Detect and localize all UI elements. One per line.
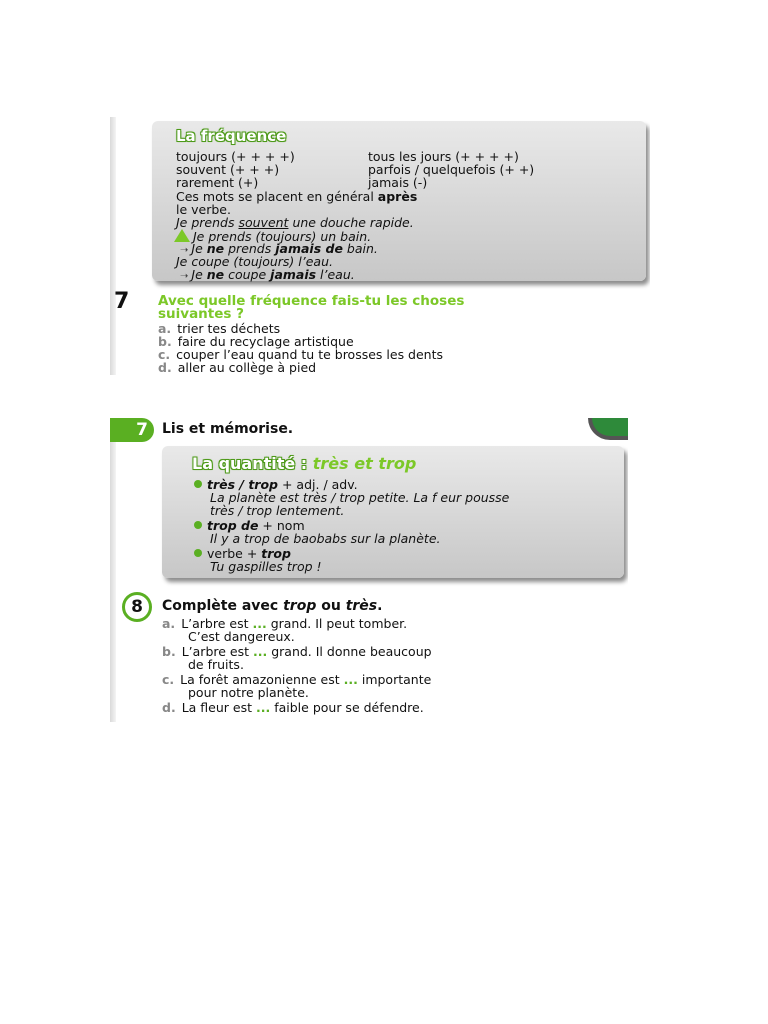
bullet-icon <box>194 549 202 557</box>
rule-bullet: très / trop + adj. / adv. <box>194 478 358 491</box>
instruction-title: Lis et mémorise. <box>162 421 294 437</box>
grammar-box-frequence <box>152 121 646 281</box>
exercise-question: suivantes ? <box>158 306 244 322</box>
exercise-question: Complète avec trop ou très. <box>162 598 383 614</box>
list-item: d. La fleur est ... faible pour se défendre. <box>162 700 424 715</box>
example-line: Il y a trop de baobabs sur la planète. <box>210 531 441 546</box>
page-edge <box>110 117 116 375</box>
arrow-icon: ➝ <box>180 245 189 256</box>
warning-icon <box>174 229 190 242</box>
bullet-icon <box>194 521 202 529</box>
freq-row: tous les jours (+ + + +) <box>368 149 519 164</box>
example-line: Je prends souvent une douche rapide. <box>176 215 414 230</box>
panel-quantite <box>110 418 628 722</box>
exercise-question: Avec quelle fréquence fais-tu les choses <box>158 293 465 309</box>
arrow-icon: ➝ <box>180 271 189 282</box>
example-line: ➝ Je ne coupe jamais l’eau. <box>180 267 355 282</box>
list-item: a. trier tes déchets <box>158 321 281 336</box>
example-line: ➝ Je ne prends jamais de bain. <box>180 241 378 256</box>
rule-bullet: verbe + trop <box>194 547 291 560</box>
freq-row: toujours (+ + + +) <box>176 149 295 164</box>
list-item: a. L’arbre est ... grand. Il peut tomber. <box>162 616 408 631</box>
freq-row: rarement (+) <box>176 175 259 190</box>
list-item: b. L’arbre est ... grand. Il donne beaucoup <box>162 644 432 659</box>
list-item-continuation: de fruits. <box>188 657 244 672</box>
rule-text: Ces mots se placent en général après <box>176 189 418 204</box>
exercise-number: 7 <box>114 289 130 314</box>
panel-frequence <box>110 117 650 375</box>
freq-row: souvent (+ + +) <box>176 162 280 177</box>
rule-text: le verbe. <box>176 202 231 217</box>
example-line: Je coupe (toujours) l’eau. <box>176 254 333 269</box>
example-line: très / trop lentement. <box>210 503 345 518</box>
exercise-badge: 8 <box>122 592 152 622</box>
box-title: La quantité : très et trop <box>192 454 417 473</box>
example-line: Tu gaspilles trop ! <box>210 559 322 574</box>
list-item-continuation: C’est dangereux. <box>188 629 295 644</box>
box-title: La fréquence <box>176 127 287 145</box>
grammar-box-quantite <box>162 446 624 578</box>
rule-bullet: trop de + nom <box>194 519 305 532</box>
list-item: b. faire du recyclage artistique <box>158 334 354 349</box>
list-item: c. La forêt amazonienne est ... importante <box>162 672 432 687</box>
list-item: d. aller au collège à pied <box>158 360 317 375</box>
example-line: La planète est très / trop petite. La f eur pousse <box>210 490 510 505</box>
exercise-badge: 7 <box>110 418 154 442</box>
list-item-continuation: pour notre planète. <box>188 685 309 700</box>
example-line: Je prends (toujours) un bain. <box>174 229 371 243</box>
page-edge <box>110 418 116 722</box>
bullet-icon <box>194 480 202 488</box>
corner-decoration <box>588 418 628 440</box>
list-item: c. couper l’eau quand tu te brosses les dents <box>158 347 444 362</box>
freq-row: jamais (-) <box>368 175 428 190</box>
freq-row: parfois / quelquefois (+ +) <box>368 162 535 177</box>
